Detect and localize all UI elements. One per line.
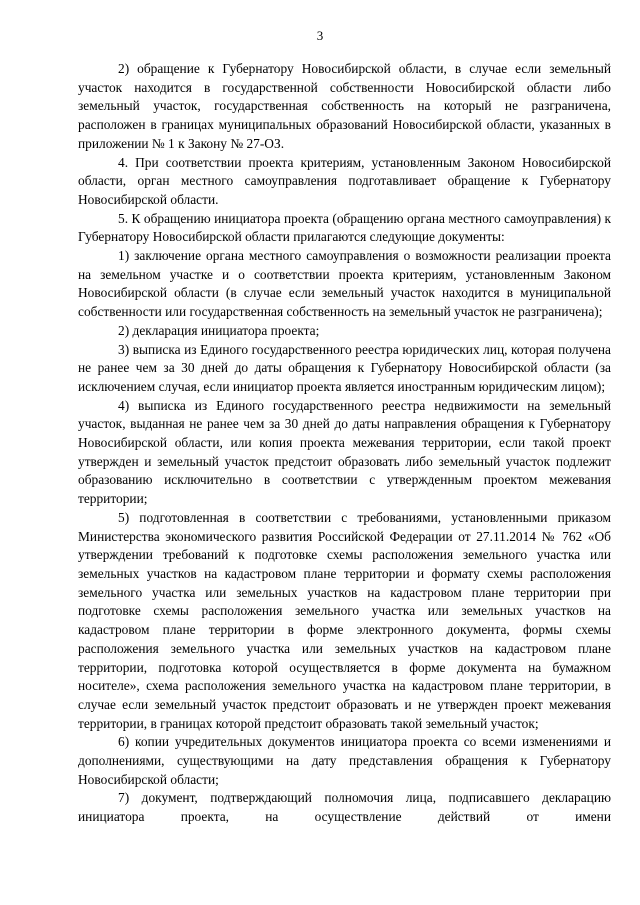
paragraph-item-2-appeal: 2) обращение к Губернатору Новосибирской области, в случае если земельный участок находится в государственной собственности Новосибирской области либо земельный участок, государственная собственность на который не разграничена, расположен в границах муниципальных образований Новосибирской области, указанных в приложении № 1 к Закону № 27-ОЗ. — [78, 61, 611, 151]
paragraph-section-4: 4. При соответствии проекта критериям, установленным Законом Новосибирской области, орган местного самоуправления подготавливает обращение к Губернатору Новосибирской области. — [78, 154, 611, 207]
paragraph-doc-3-legal-entities-extract: 3) выписка из Единого государственного реестра юридических лиц, которая получена не ранее чем за 30 дней до даты обращения к Губернатору Новосибирской области (за исключением случая, если инициатор проекта является иностранным юридическим лицом); — [78, 341, 611, 394]
paragraph-doc-7-authority-document: 7) документ, подтверждающий полномочия лица, подписавшего декларацию инициатора проекта, на осуществление действий от имени — [78, 790, 611, 825]
document-body — [78, 60, 611, 827]
paragraph-doc-2-declaration: 2) декларация инициатора проекта; — [118, 322, 320, 338]
paragraph-doc-4-real-estate-extract: 4) выписка из Единого государственного реестра недвижимости на земельный участок, выданная не ранее чем за 30 дней до даты направления обращения к Губернатору Новосибирской области, или копия проекта межевания территории, если такой проект утвержден и земельный участок предстоит образовать либо земельный участок подлежит образованию исключительно в соответствии с утвержденным проектом межевания территории; — [78, 397, 611, 507]
paragraph-doc-5-land-plot-scheme: 5) подготовленная в соответствии с требованиями, установленными приказом Министерства экономического развития Российской Федерации от 27.11.2014 № 762 «Об утверждении требований к подготовке схемы расположения земельного участка или земельных участков на кадастровом плане территории и формату схемы расположения земельного участка или земельных участков на кадастровом плане территории при подготовке схемы расположения земельного участка или земельных участков на кадастровом плане территории в форме электронного документа, формы схемы расположения земельного участка или земельных участков на кадастровом плане территории, подготовка которой осуществляется в форме документа на бумажном носителе», схема расположения земельного участка на кадастровом плане территории, в случае если земельный участок предстоит образовать и не утвержден проект межевания территории, в границах которой предстоит образовать такой земельный участок; — [78, 509, 611, 731]
page-number: 3 — [316, 28, 324, 43]
paragraph-section-5: 5. К обращению инициатора проекта (обращению органа местного самоуправления) к Губернатору Новосибирской области прилагаются следующие документы: — [78, 210, 611, 245]
paragraph-doc-1-conclusion: 1) заключение органа местного самоуправления о возможности реализации проекта на земельном участке и о соответствии проекта критериям, установленным Законом Новосибирской области (в случае если земельный участок находится в муниципальной собственности или государственная собственность на земельный участок не разграничена); — [78, 248, 611, 320]
paragraph-doc-6-founding-documents: 6) копии учредительных документов инициатора проекта со всеми изменениями и дополнениями, существующими на дату представления обращения к Губернатору Новосибирской области; — [78, 734, 611, 787]
